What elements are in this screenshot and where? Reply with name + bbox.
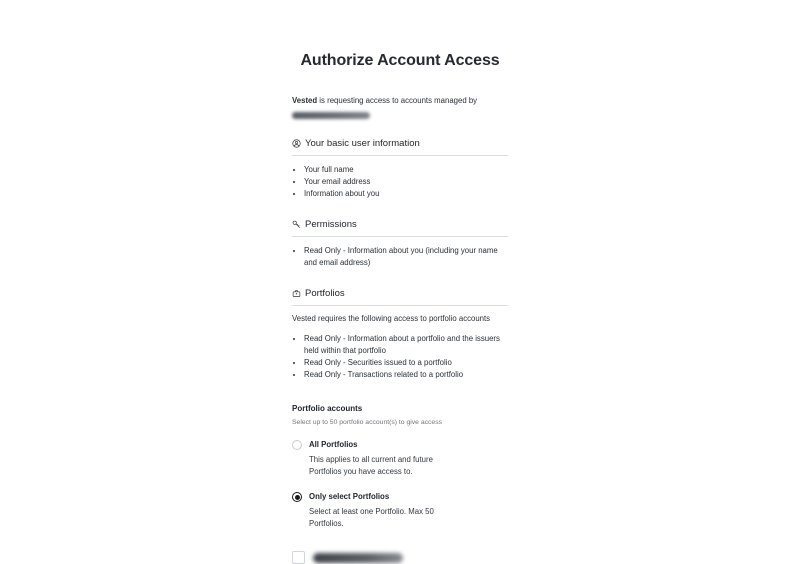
requester-name: Vested [292,96,318,105]
option-description: Select at least one Portfolio. Max 50 Portfolios. [309,507,434,528]
section-portfolios [292,288,508,381]
option-all-portfolios[interactable] [292,440,508,478]
portfolio-list-item[interactable] [292,551,508,564]
section-permissions [292,219,508,269]
scope-list [292,245,508,269]
radio-all-portfolios[interactable] [292,440,302,450]
redacted-manager-name-bar [292,112,370,119]
section-header [292,138,508,156]
section-header [292,219,508,237]
option-text [309,440,459,478]
portfolio-checkbox[interactable] [292,551,305,564]
section-title: Portfolios [305,288,345,299]
option-text [309,492,459,530]
scope-item: • Information about you [304,188,508,200]
option-label: All Portfolios [309,440,358,449]
scope-item: • Read Only - Securities issued to a portfolio [304,357,508,369]
scope-item: • Read Only - Transactions related to a portfolio [304,369,508,381]
consent-form [292,0,508,564]
portfolio-accounts-heading: Portfolio accounts [292,404,363,413]
section-header [292,288,508,306]
scope-item: • Read Only - Information about you (including your name and email address) [304,245,508,269]
intro-rest: is requesting access to accounts managed by [317,96,478,105]
scope-list [292,333,508,381]
radio-only-select-portfolios[interactable] [292,492,302,502]
portfolio-accounts-subheading: Select up to 50 portfolio account(s) to give access [292,419,442,426]
option-description: This applies to all current and future Portfolios you have access to. [309,455,433,476]
page-title: Authorize Account Access [300,52,500,69]
option-only-select-portfolios[interactable] [292,492,508,530]
user-circle-icon [292,139,301,148]
key-icon [292,220,301,229]
scope-list [292,164,508,200]
briefcase-icon [292,289,301,298]
intro-text [292,95,508,107]
scope-item: • Your email address [304,176,508,188]
section-basic-user-information [292,138,508,200]
scope-item: • Read Only - Information about a portfolio and the issuers held within that portfolio [304,333,508,357]
redacted-portfolio-name-bar [313,553,403,563]
option-label: Only select Portfolios [309,492,390,501]
scope-item: • Your full name [304,164,508,176]
section-title: Your basic user information [305,138,420,149]
section-title: Permissions [305,219,357,230]
section-description: Vested requires the following access to portfolio accounts [292,314,491,323]
